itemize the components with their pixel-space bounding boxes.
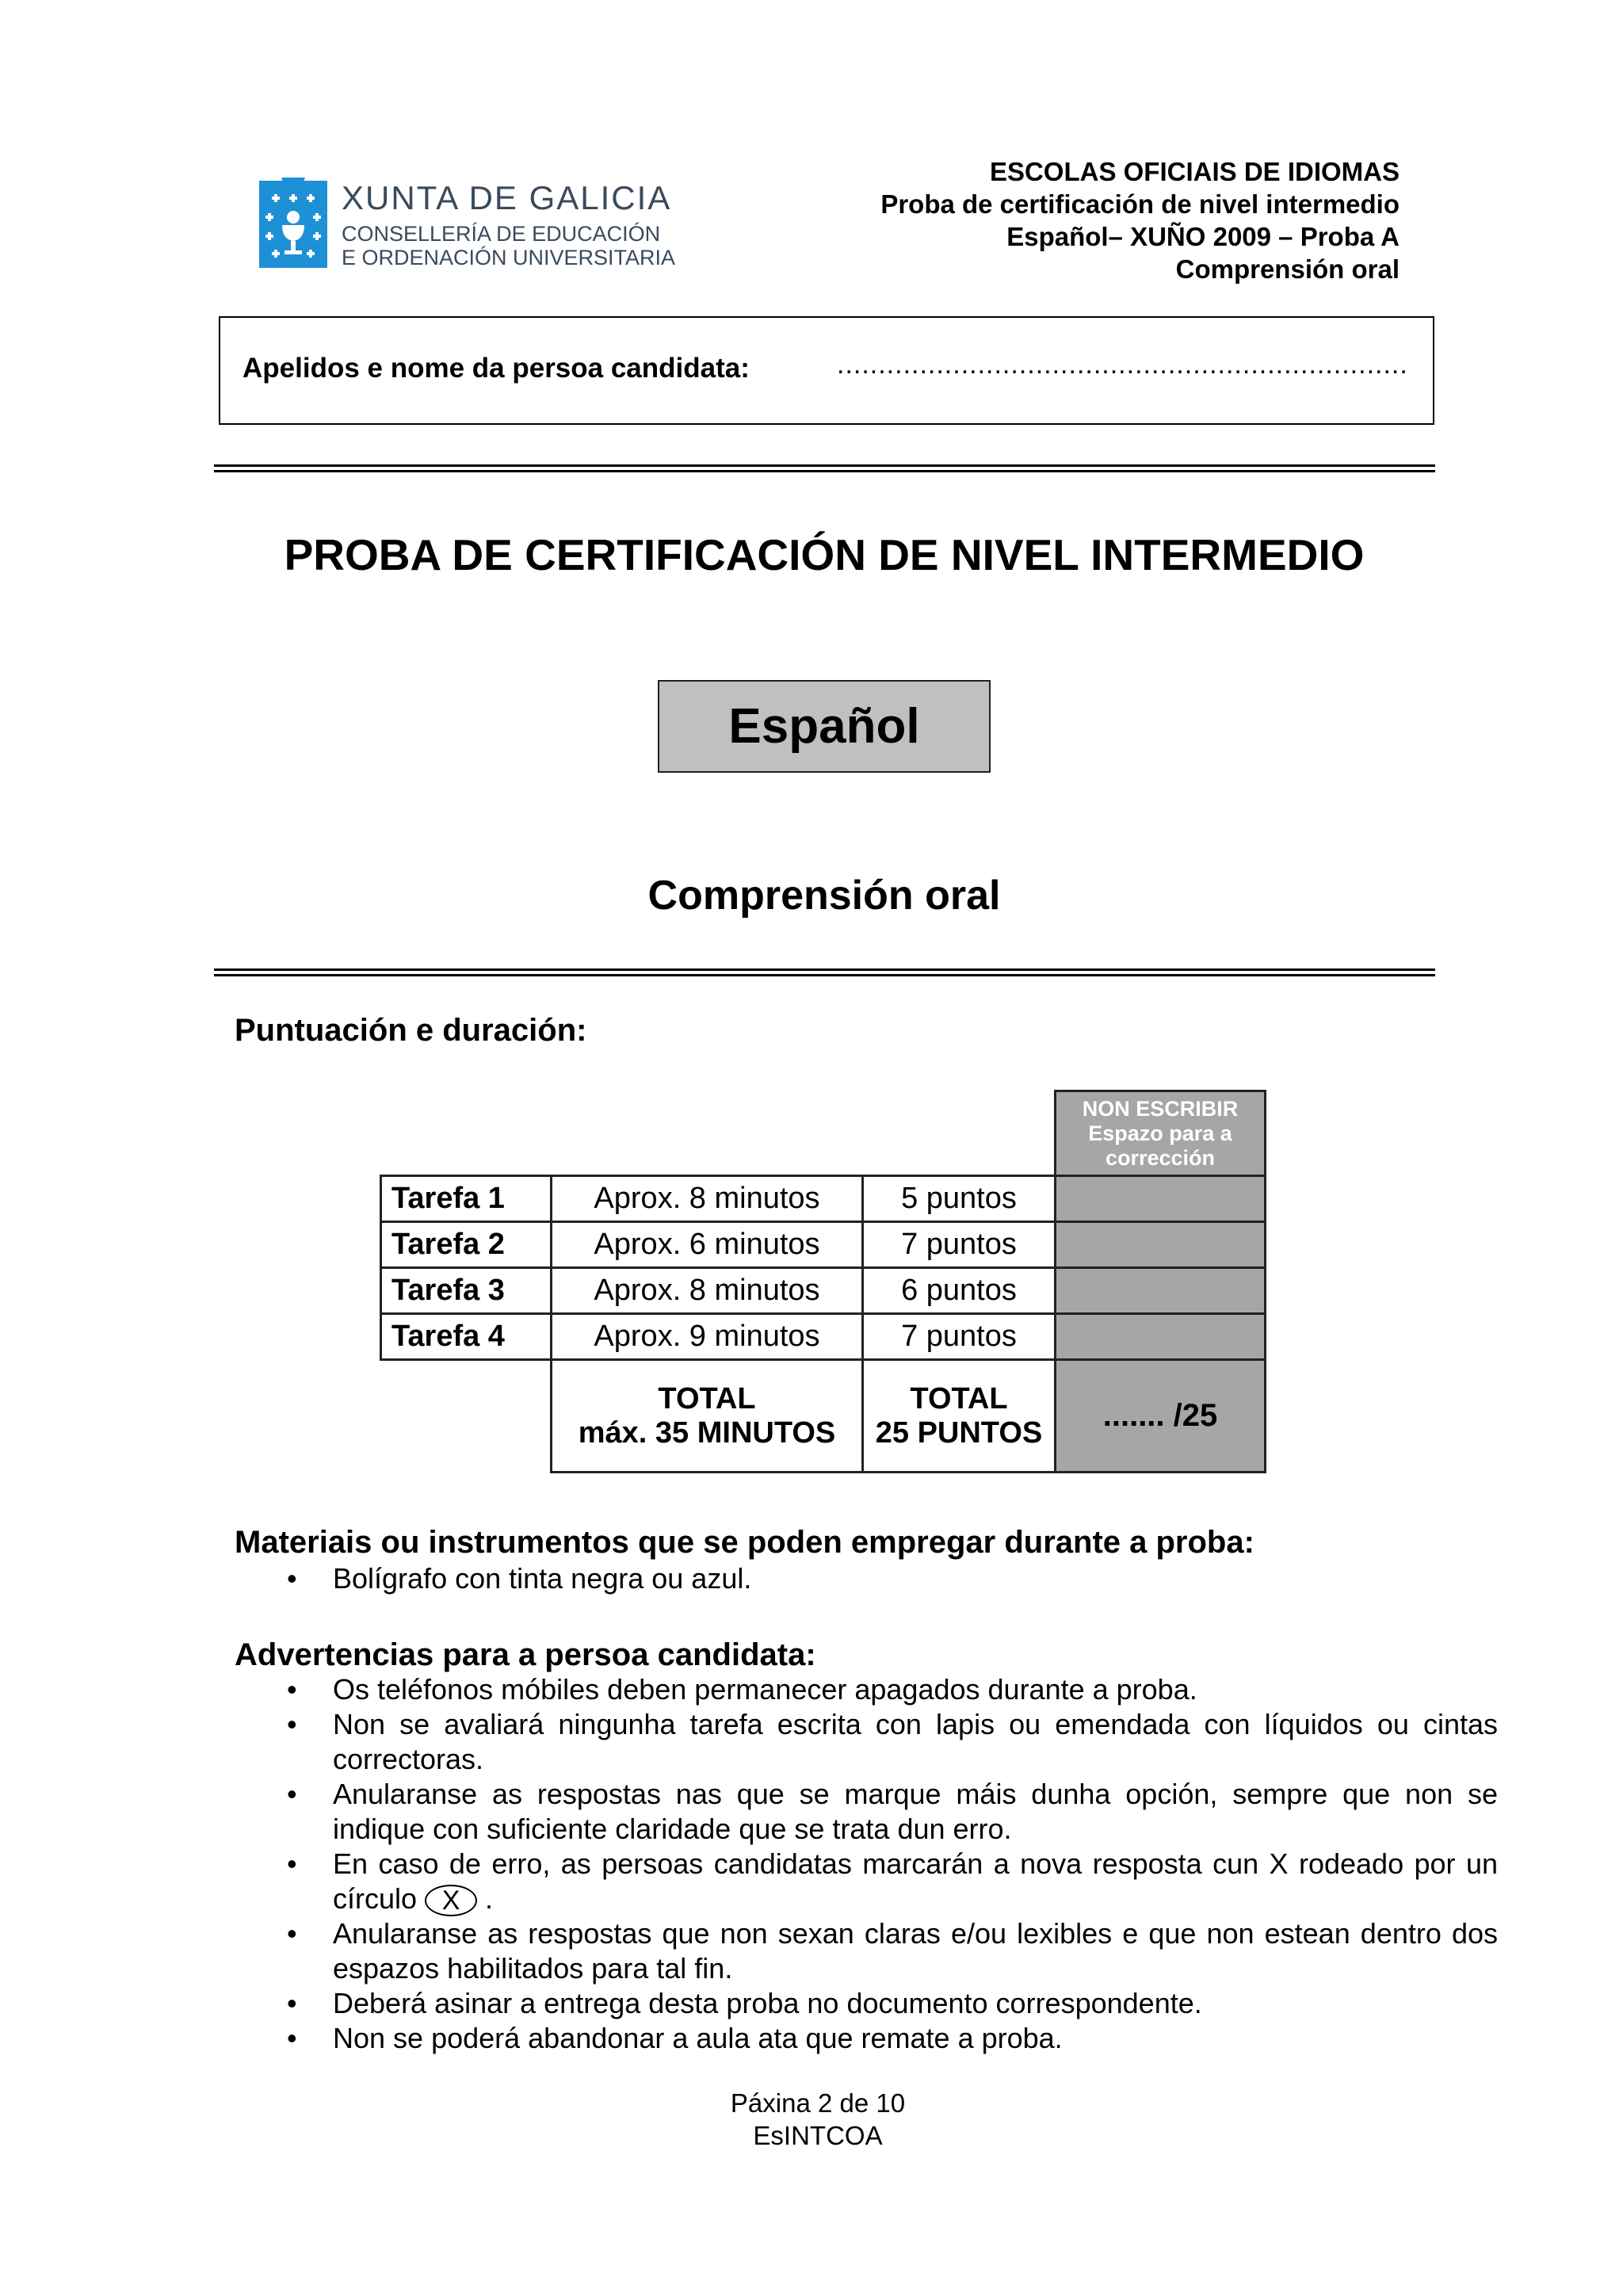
duration-cell: Aprox. 6 minutos — [552, 1222, 863, 1268]
duration-cell: Aprox. 8 minutos — [552, 1268, 863, 1314]
circled-x-mark: X — [425, 1885, 477, 1916]
total-duration-cell — [552, 1360, 863, 1473]
table-total-row — [381, 1360, 1266, 1473]
total-points-cell — [863, 1360, 1056, 1473]
header-line-3: Español– XUÑO 2009 – Proba A — [1006, 222, 1400, 251]
duration-cell: Aprox. 8 minutos — [552, 1176, 863, 1222]
galicia-emblem-icon — [259, 176, 327, 268]
table-header-row — [381, 1091, 1266, 1176]
list-item-end: . — [485, 1882, 494, 1915]
warnings-list — [235, 1672, 1498, 2056]
points-cell: 7 puntos — [863, 1314, 1056, 1360]
list-item — [235, 1847, 1498, 1916]
task-cell: Tarefa 3 — [381, 1268, 552, 1314]
warnings-heading: Advertencias para a persoa candidata: — [235, 1637, 816, 1672]
materials-list — [235, 1561, 1498, 1596]
page-number: Páxina 2 de 10 — [730, 2088, 906, 2118]
page-footer — [0, 2087, 1623, 2152]
candidate-name-field[interactable]: ..................................................................... — [837, 350, 1408, 380]
list-item: • Bolígrafo con tinta negra ou azul. — [235, 1561, 1498, 1596]
total-duration-line-2: máx. 35 MINUTOS — [578, 1415, 836, 1450]
list-item: • Anularanse as respostas que non sexan claras e/ou lexibles e que non estean dentro dos espazos habilitados para tal fin. — [235, 1916, 1498, 1986]
document-code: EsINTCOA — [753, 2121, 883, 2150]
correction-header-line-3: corrección — [1105, 1145, 1216, 1170]
header-line-4: Comprensión oral — [1175, 254, 1400, 284]
scoring-heading: Puntuación e duración: — [235, 1013, 587, 1048]
correction-cell — [1056, 1268, 1266, 1314]
logo-dept-line-2: E ORDENACIÓN UNIVERSITARIA — [342, 246, 676, 269]
list-item-text: En caso de erro, as persoas candidatas marcarán a nova resposta cun X rodeado por un círculo — [333, 1847, 1498, 1915]
logo-department — [342, 222, 675, 269]
correction-header-line-1: NON ESCRIBIR — [1082, 1096, 1239, 1121]
points-cell: 6 puntos — [863, 1268, 1056, 1314]
points-cell: 7 puntos — [863, 1222, 1056, 1268]
task-cell: Tarefa 4 — [381, 1314, 552, 1360]
list-item: • Deberá asinar a entrega desta proba no documento correspondente. — [235, 1986, 1498, 2021]
list-item: • Non se avaliará ningunha tarefa escrita con lapis ou emendada con líquidos ou cintas correctoras. — [235, 1707, 1498, 1777]
page-title: PROBA DE CERTIFICACIÓN DE NIVEL INTERMEDIO — [284, 530, 1365, 579]
xunta-logo — [259, 176, 676, 271]
total-duration-line-1: TOTAL — [658, 1381, 756, 1415]
table-row — [381, 1314, 1266, 1360]
total-points-line-2: 25 PUNTOS — [875, 1415, 1043, 1450]
exam-header-info — [880, 155, 1400, 285]
table-row — [381, 1176, 1266, 1222]
score-table — [380, 1090, 1266, 1473]
candidate-name-label: Apelidos e nome da persoa candidata: — [242, 353, 750, 384]
list-item: • Os teléfonos móbiles deben permanecer apagados durante a proba. — [235, 1672, 1498, 1707]
list-item: • Anularanse as respostas nas que se marque máis dunha opción, sempre que non se indique con suficiente claridade que se trata dun erro. — [235, 1777, 1498, 1847]
list-item: • Non se poderá abandonar a aula ata que remate a proba. — [235, 2021, 1498, 2056]
correction-cell — [1056, 1222, 1266, 1268]
logo-name: XUNTA DE GALICIA — [342, 179, 672, 216]
candidate-name-box — [219, 316, 1434, 425]
subject-title: Comprensión oral — [647, 873, 1001, 919]
header-line-2: Proba de certificación de nivel intermedio — [880, 189, 1400, 219]
score-cell[interactable]: ....... /25 — [1056, 1360, 1266, 1473]
table-row — [381, 1222, 1266, 1268]
materials-heading: Materiais ou instrumentos que se poden empregar durante a proba: — [235, 1525, 1254, 1560]
total-points-line-1: TOTAL — [910, 1381, 1008, 1415]
task-cell: Tarefa 1 — [381, 1176, 552, 1222]
correction-header — [1056, 1091, 1266, 1176]
logo-dept-line-1: CONSELLERÍA DE EDUCACIÓN — [342, 222, 661, 246]
duration-cell: Aprox. 9 minutos — [552, 1314, 863, 1360]
language-box: Español — [658, 680, 991, 773]
divider-top — [214, 464, 1435, 472]
header-line-1: ESCOLAS OFICIAIS DE IDIOMAS — [989, 157, 1400, 186]
correction-cell — [1056, 1176, 1266, 1222]
correction-header-line-2: Espazo para a — [1088, 1121, 1232, 1145]
table-row — [381, 1268, 1266, 1314]
divider-bottom — [214, 968, 1435, 976]
points-cell: 5 puntos — [863, 1176, 1056, 1222]
task-cell: Tarefa 2 — [381, 1222, 552, 1268]
correction-cell — [1056, 1314, 1266, 1360]
